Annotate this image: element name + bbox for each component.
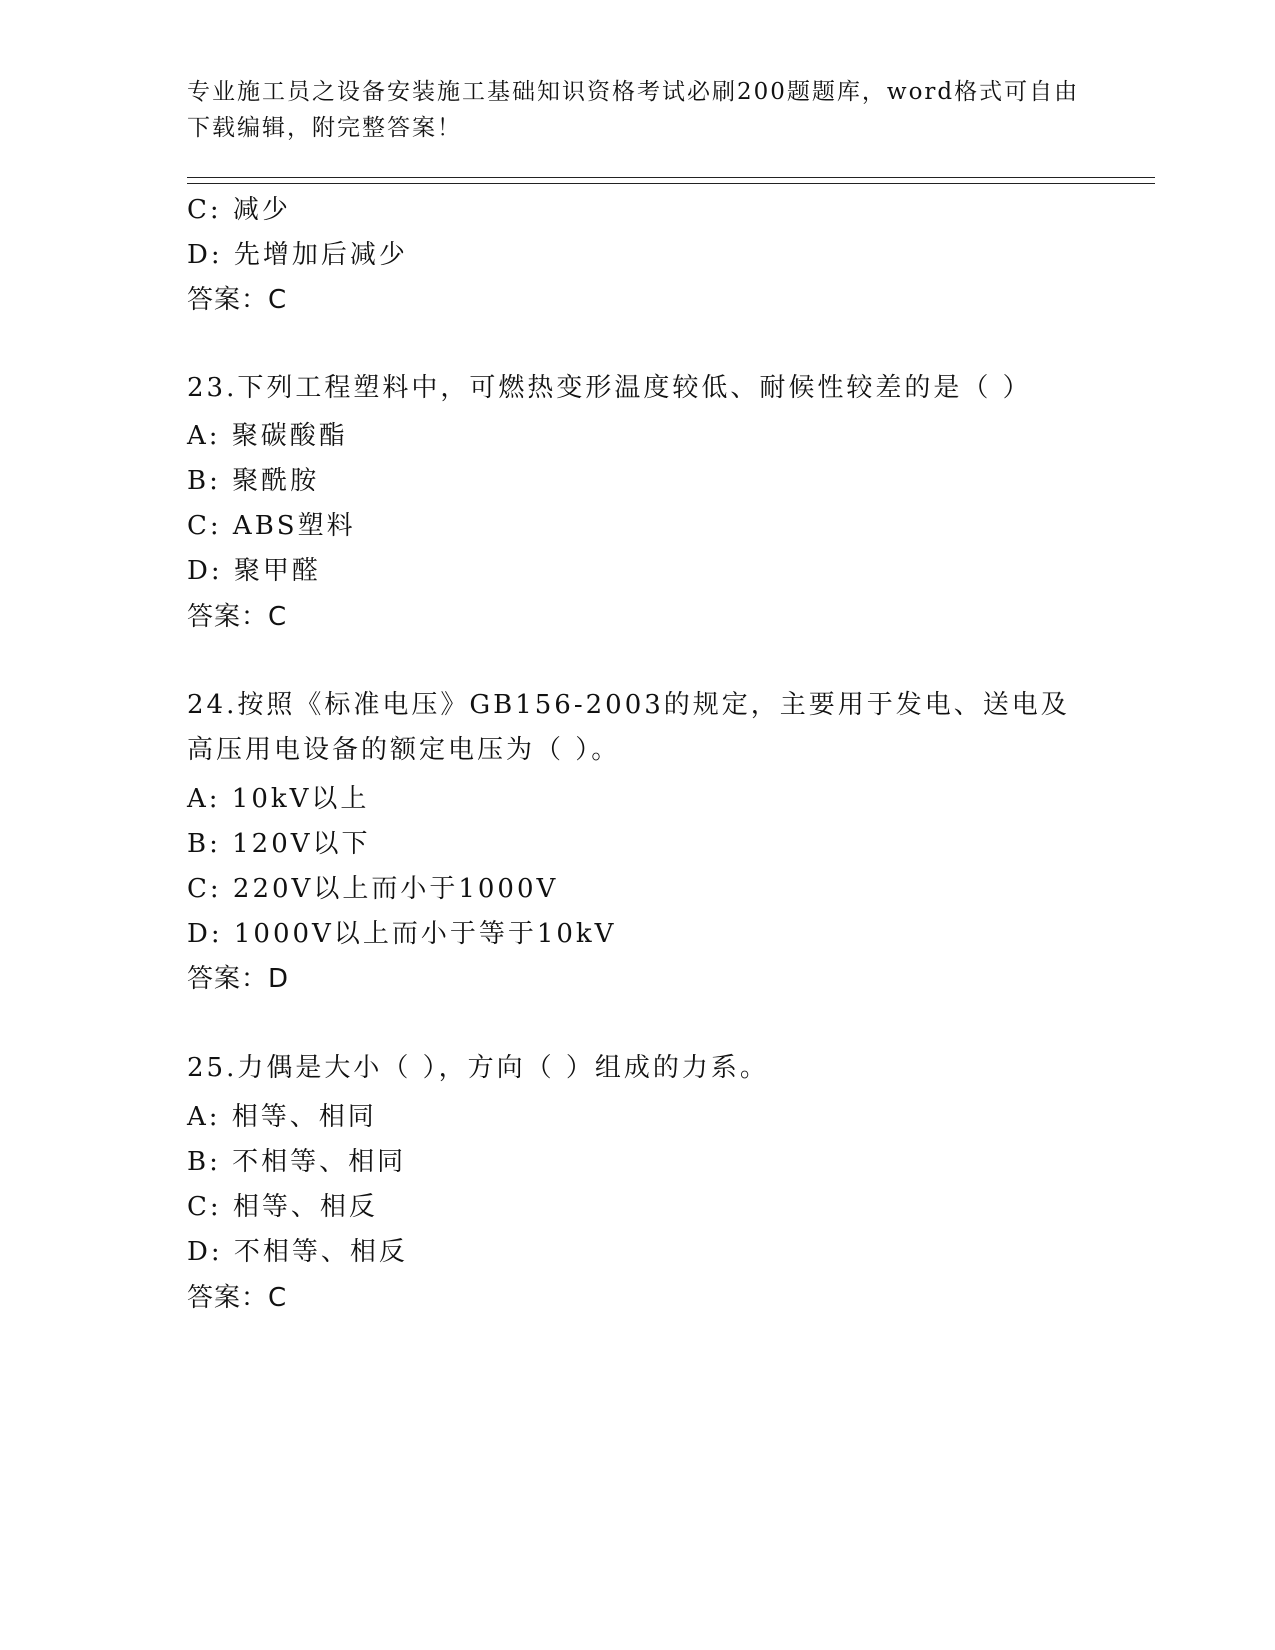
question-23-option-d: D: 聚甲醛 [187, 556, 321, 586]
question-24-option-b: B: 120V以下 [187, 829, 371, 859]
header-divider-bottom [187, 183, 1155, 184]
question-23-text: 23.下列工程塑料中，可燃热变形温度较低、耐候性较差的是（ ） [187, 373, 1032, 403]
prev-question-option-c: C: 减少 [187, 195, 291, 225]
question-24-text: 24.按照《标准电压》GB156-2003的规定，主要用于发电、送电及高压用电设备的额定电压为（ ）。 [187, 690, 1070, 765]
question-25-option-b: B: 不相等、相同 [187, 1147, 407, 1177]
question-25-text: 25.力偶是大小（ ），方向（ ）组成的力系。 [187, 1053, 769, 1083]
question-25-option-c: C: 相等、相反 [187, 1192, 378, 1222]
question-23-option-b: B: 聚酰胺 [187, 466, 320, 496]
question-25-option-a: A: 相等、相同 [187, 1102, 377, 1132]
document-header: 专业施工员之设备安装施工基础知识资格考试必刷200题题库，word格式可自由下载编辑，附完整答案！ [187, 79, 1080, 141]
question-23-option-c: C: ABS塑料 [187, 511, 356, 541]
question-24-answer: 答案：D [187, 964, 290, 994]
question-24-option-c: C: 220V以上而小于1000V [187, 874, 559, 904]
question-23-option-a: A: 聚碳酸酯 [187, 421, 348, 451]
question-24-option-d: D: 1000V以上而小于等于10kV [187, 919, 617, 949]
question-23-answer: 答案：C [187, 602, 288, 632]
header-divider-top [187, 177, 1155, 178]
prev-question-option-d: D: 先增加后减少 [187, 240, 408, 270]
question-25-option-d: D: 不相等、相反 [187, 1237, 408, 1267]
prev-question-answer: 答案：C [187, 285, 288, 315]
question-25-answer: 答案：C [187, 1283, 288, 1313]
question-24-option-a: A: 10kV以上 [187, 784, 370, 814]
